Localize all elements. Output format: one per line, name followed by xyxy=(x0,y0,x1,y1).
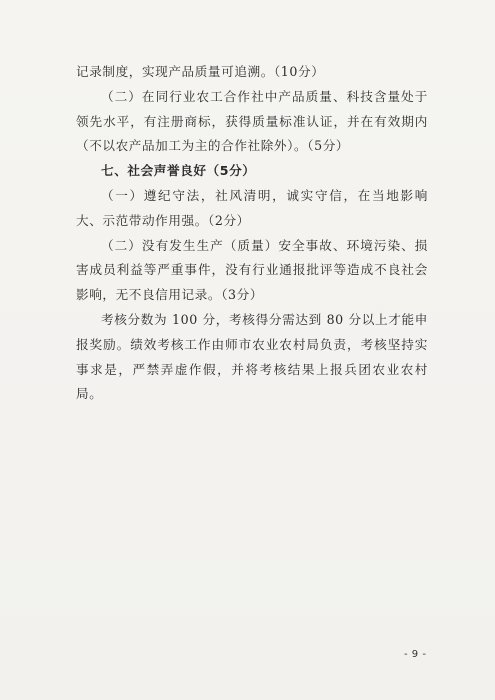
section-heading-social-reputation: 七、社会声誉良好（5分） xyxy=(101,163,256,179)
paragraph-assessment-score: 考核分数为 100 分，考核得分需达到 80 分以上才能申报奖励。绩效考核工作由师市农业农村局负责，考核坚持实事求是，严禁弄虚作假，并将考核结果上报兵团农业农村局。 xyxy=(76,311,428,402)
page-number: - 9 - xyxy=(404,649,427,660)
paragraph-law-abiding: （一）遵纪守法，社风清明，诚实守信，在当地影响大、示范带动作用强。（2分） xyxy=(76,187,428,228)
paragraph-record-system: 记录制度，实现产品质量可追溯。（10分） xyxy=(76,64,325,79)
paragraph-no-accidents: （二）没有发生生产（质量）安全事故、环境污染、损害成员利益等严重事件，没有行业通报批评等造成不良社会影响，无不良信用记录。（3分） xyxy=(76,237,428,303)
paragraph-product-quality: （二）在同行业农工合作社中产品质量、科技含量处于领先水平，有注册商标，获得质量标准认证，并在有效期内（不以农产品加工为主的合作社除外）。（5分） xyxy=(76,88,428,154)
body-text xyxy=(76,60,428,407)
